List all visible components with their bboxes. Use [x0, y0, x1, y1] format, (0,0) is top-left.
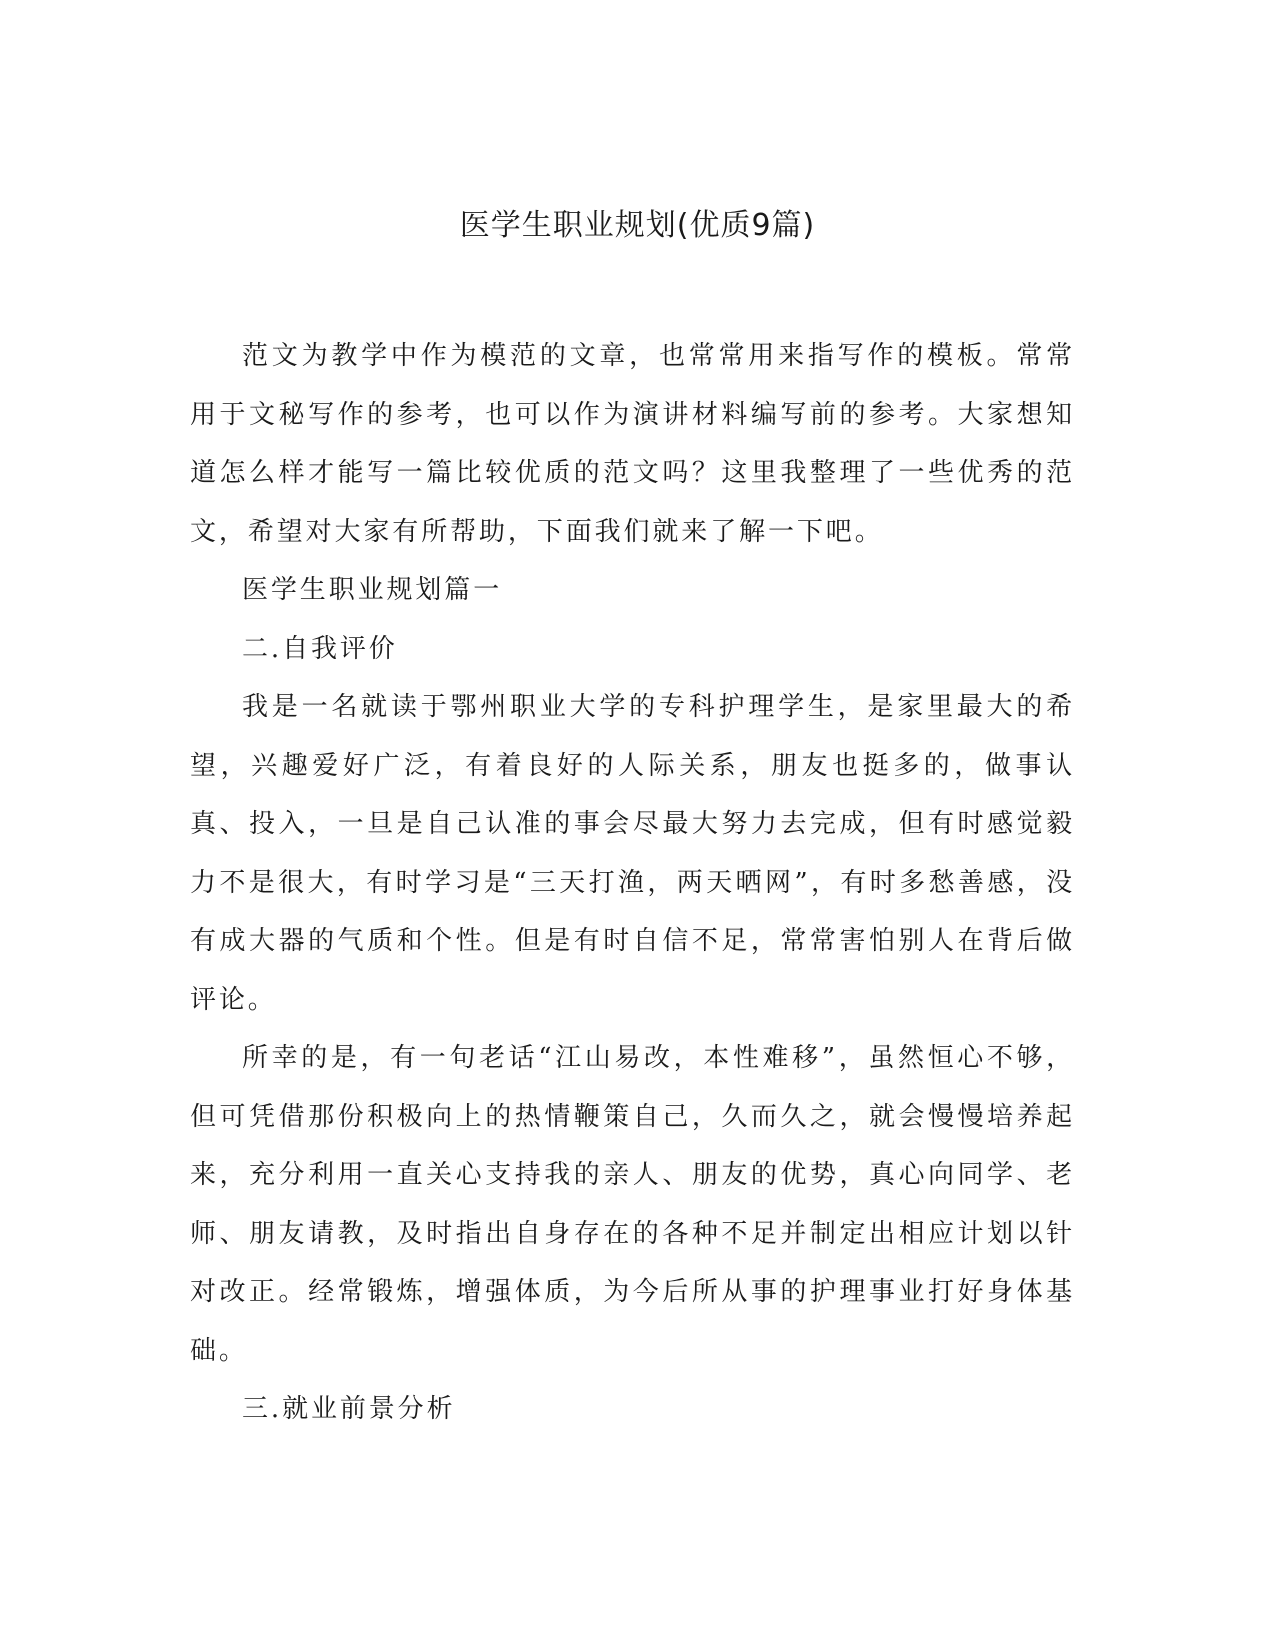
document-body [190, 327, 1075, 1439]
self-evaluation-paragraph-2: 所幸的是，有一句老话“江山易改，本性难移”，虽然恒心不够，但可凭借那份积极向上的热情鞭策自己，久而久之，就会慢慢培养起来，充分利用一直关心支持我的亲人、朋友的优势，真心向同学、老师、朋友请教，及时指出自身存在的各种不足并制定出相应计划以针对改正。经常锻炼，增强体质，为今后所从事的护理事业打好身体基础。 [190, 1043, 1075, 1366]
self-evaluation-heading: 二.自我评价 [242, 633, 398, 664]
document-title: 医学生职业规划(优质9篇) [459, 208, 816, 243]
intro-paragraph: 范文为教学中作为模范的文章，也常常用来指写作的模板。常常用于文秘写作的参考，也可以作为演讲材料编写前的参考。大家想知道怎么样才能写一篇比较优质的范文吗？这里我整理了一些优秀的范文，希望对大家有所帮助，下面我们就来了解一下吧。 [190, 341, 1075, 547]
self-evaluation-paragraph-1: 我是一名就读于鄂州职业大学的专科护理学生，是家里最大的希望，兴趣爱好广泛，有着良好的人际关系，朋友也挺多的，做事认真、投入，一旦是自己认准的事会尽最大努力去完成，但有时感觉毅力不是很大，有时学习是“三天打渔，两天晒网”，有时多愁善感，没有成大器的气质和个性。但是有时自信不足，常常害怕别人在背后做评论。 [190, 692, 1075, 1015]
employment-prospect-heading: 三.就业前景分析 [242, 1394, 456, 1424]
section-title: 医学生职业规划篇一 [242, 575, 503, 605]
